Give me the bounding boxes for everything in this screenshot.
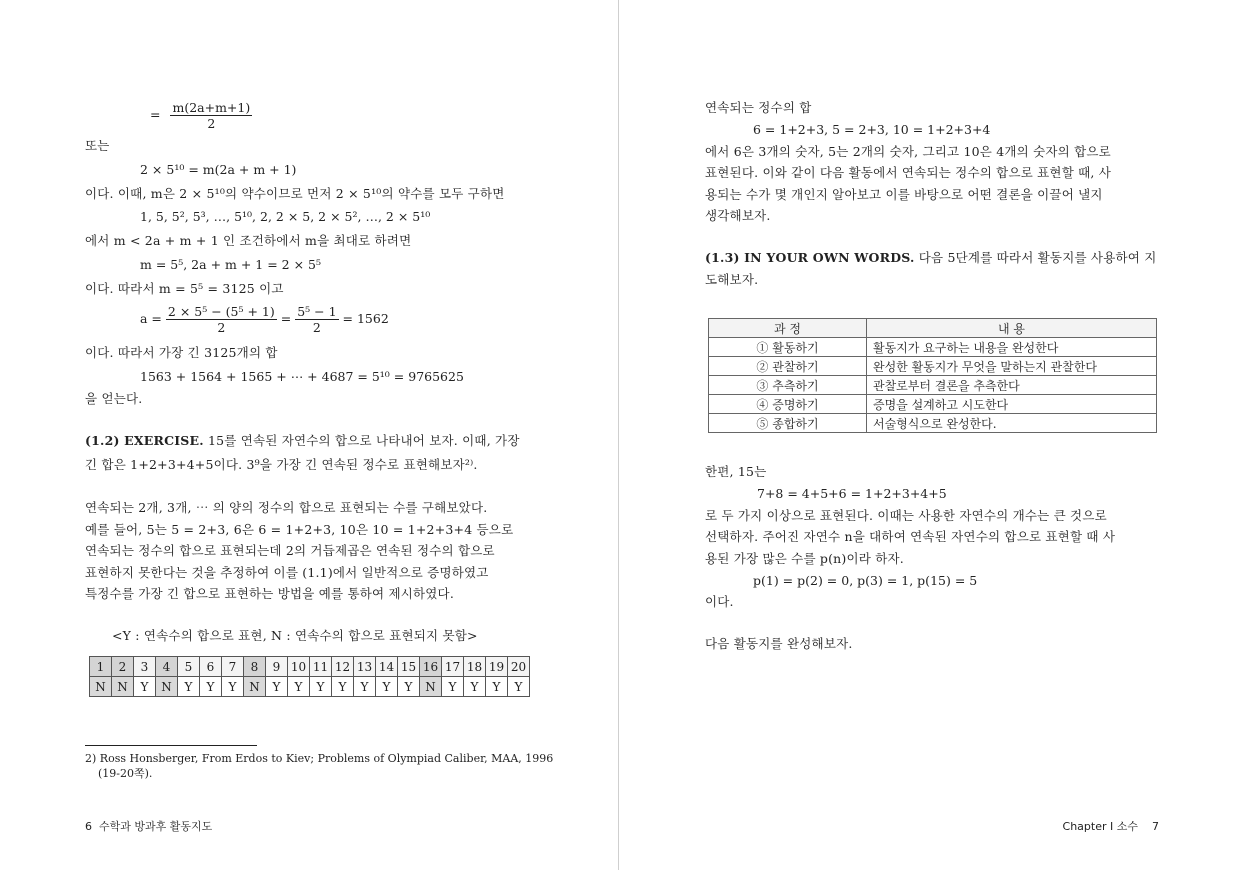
yn-value-cell: Y <box>464 677 486 697</box>
right-equation-3: p(1) = p(2) = 0, p(3) = 1, p(15) = 5 <box>753 573 978 588</box>
iyow-text-1: 다음 5단계를 따라서 활동지를 사용하여 지 <box>914 250 1157 265</box>
right-para1-line1: 에서 6은 3개의 숫자, 5는 2개의 숫자, 그리고 10은 4개의 숫자의 합으로 <box>705 144 1111 159</box>
right-running-title: Chapter Ⅰ 소수 <box>1062 820 1138 833</box>
process-header-step: 과 정 <box>709 319 867 338</box>
process-row <box>709 357 1157 376</box>
fraction-b <box>295 304 338 335</box>
yn-value-cell: N <box>420 677 442 697</box>
right-para1-line2: 표현된다. 이와 같이 다음 활동에서 연속되는 정수의 합으로 표현할 때, 사 <box>705 165 1112 180</box>
yn-number-cell: 1 <box>90 657 112 677</box>
yn-value-cell: Y <box>508 677 530 697</box>
process-step: ⑤ 종합하기 <box>709 414 867 433</box>
yn-table <box>89 656 530 697</box>
left-folio <box>85 818 212 834</box>
yn-number-cell: 10 <box>288 657 310 677</box>
left-page-number: 6 <box>85 820 92 833</box>
body-line-2: 예를 들어, 5는 5 = 2+3, 6은 6 = 1+2+3, 10은 10 = 1+2+3+4 등으로 <box>85 522 514 537</box>
yn-number-cell: 11 <box>310 657 332 677</box>
equation-2: 2 × 5¹⁰ = m(2a + m + 1) <box>140 162 297 177</box>
yn-row-numbers <box>90 657 530 677</box>
process-desc: 관찰로부터 결론을 추측한다 <box>867 376 1157 395</box>
paragraph-4: 이다. 따라서 가장 긴 3125개의 합 <box>85 345 278 360</box>
yn-value-cell: Y <box>266 677 288 697</box>
process-desc: 서술형식으로 완성한다. <box>867 414 1157 433</box>
denominator: 2 <box>207 116 216 131</box>
footnote-line-1: 2) Ross Honsberger, From Erdos to Kiev; Problems of Olympiad Caliber, MAA, 1996 <box>85 752 554 765</box>
process-table <box>708 318 1157 433</box>
yn-value-cell: Y <box>310 677 332 697</box>
process-header-content: 내 용 <box>867 319 1157 338</box>
text-or: 또는 <box>85 138 110 153</box>
left-running-title: 수학과 방과후 활동지도 <box>99 820 213 833</box>
process-row <box>709 376 1157 395</box>
process-row <box>709 395 1157 414</box>
body-line-5: 특정수를 가장 긴 합으로 표현하는 방법을 예를 통하여 제시하였다. <box>85 586 454 601</box>
iyow-line-1 <box>705 250 1156 266</box>
yn-number-cell: 8 <box>244 657 266 677</box>
process-step: ① 활동하기 <box>709 338 867 357</box>
body-line-1: 연속되는 2개, 3개, ⋯ 의 양의 정수의 합으로 표현되는 수를 구해보았다. <box>85 500 488 515</box>
yn-value-cell: Y <box>354 677 376 697</box>
yn-number-cell: 19 <box>486 657 508 677</box>
yn-value-cell: N <box>90 677 112 697</box>
eq4-result: = 1562 <box>342 311 389 326</box>
yn-value-cell: Y <box>178 677 200 697</box>
yn-value-cell: Y <box>200 677 222 697</box>
yn-value-cell: Y <box>398 677 420 697</box>
process-step: ② 관찰하기 <box>709 357 867 376</box>
paragraph-2: 에서 m < 2a + m + 1 인 조건하에서 m을 최대로 하려면 <box>85 233 412 248</box>
equation-fraction-1 <box>150 100 252 131</box>
process-row <box>709 338 1157 357</box>
exercise-title: (1.2) EXERCISE. <box>85 433 204 448</box>
process-header-row <box>709 319 1157 338</box>
paragraph-1: 이다. 이때, m은 2 × 5¹⁰의 약수이므로 먼저 2 × 5¹⁰의 약수를 모두 구하면 <box>85 186 505 201</box>
right-para2-line3: 용된 가장 많은 수를 p(n)이라 하자. <box>705 551 904 566</box>
left-page <box>0 0 618 870</box>
closing-line: 다음 활동지를 완성해보자. <box>705 636 853 651</box>
equation-4 <box>140 304 389 335</box>
yn-value-cell: N <box>156 677 178 697</box>
right-folio <box>1063 818 1159 834</box>
yn-value-cell: N <box>244 677 266 697</box>
yn-number-cell: 6 <box>200 657 222 677</box>
exercise-text-1: 15를 연속된 자연수의 합으로 나타내어 보자. 이때, 가장 <box>203 433 520 448</box>
equation-5: 1563 + 1564 + 1565 + ⋯ + 4687 = 5¹⁰ = 9765625 <box>140 369 464 384</box>
divisor-list: 1, 5, 5², 5³, …, 5¹⁰, 2, 2 × 5, 2 × 5², …, 2 × 5¹⁰ <box>140 209 431 224</box>
right-para3: 이다. <box>705 594 734 609</box>
para2-intro: 한편, 15는 <box>705 464 767 479</box>
paragraph-5: 을 얻는다. <box>85 391 143 406</box>
yn-number-cell: 15 <box>398 657 420 677</box>
yn-number-cell: 18 <box>464 657 486 677</box>
yn-value-cell: Y <box>222 677 244 697</box>
yn-value-cell: Y <box>332 677 354 697</box>
numerator-b: 5⁵ − 1 <box>297 304 337 319</box>
yn-number-cell: 5 <box>178 657 200 677</box>
yn-number-cell: 13 <box>354 657 376 677</box>
right-equation-1: 6 = 1+2+3, 5 = 2+3, 10 = 1+2+3+4 <box>753 122 991 137</box>
fraction <box>170 100 252 131</box>
yn-number-cell: 4 <box>156 657 178 677</box>
process-row <box>709 414 1157 433</box>
process-step: ④ 증명하기 <box>709 395 867 414</box>
yn-value-cell: N <box>112 677 134 697</box>
yn-number-cell: 20 <box>508 657 530 677</box>
iyow-title: (1.3) IN YOUR OWN WORDS. <box>705 250 915 265</box>
right-para2-line2: 선택하자. 주어진 자연수 n을 대하여 연속된 자연수의 합으로 표현할 때 사 <box>705 529 1116 544</box>
footnote-line-2: (19-20쪽). <box>98 767 153 780</box>
yn-number-cell: 16 <box>420 657 442 677</box>
yn-value-cell: Y <box>486 677 508 697</box>
right-para1-line3: 용되는 수가 몇 개인지 알아보고 이를 바탕으로 어떤 결론을 이끌어 낼지 <box>705 187 1103 202</box>
fraction-a <box>166 304 277 335</box>
body-line-4: 표현하지 못한다는 것을 추정하여 이를 (1.1)에서 일반적으로 증명하였고 <box>85 565 489 580</box>
process-desc: 완성한 활동지가 무엇을 말하는지 관찰한다 <box>867 357 1157 376</box>
numerator: m(2a+m+1) <box>172 100 251 115</box>
exercise-line-1 <box>85 433 520 449</box>
yn-value-cell: Y <box>288 677 310 697</box>
eq4-lhs: a = <box>140 311 162 326</box>
equation-3: m = 5⁵, 2a + m + 1 = 2 × 5⁵ <box>140 257 321 272</box>
yn-number-cell: 7 <box>222 657 244 677</box>
eq4-equals: = <box>280 311 292 326</box>
yn-value-cell: Y <box>442 677 464 697</box>
denominator-a: 2 <box>217 320 226 335</box>
yn-number-cell: 9 <box>266 657 288 677</box>
yn-number-cell: 2 <box>112 657 134 677</box>
yn-row-values <box>90 677 530 697</box>
yn-value-cell: Y <box>134 677 156 697</box>
yn-number-cell: 17 <box>442 657 464 677</box>
table-caption: <Y : 연속수의 합으로 표현, N : 연속수의 합으로 표현되지 못함> <box>112 628 478 643</box>
yn-number-cell: 3 <box>134 657 156 677</box>
intro-line: 연속되는 정수의 합 <box>705 100 812 115</box>
right-page <box>619 0 1237 870</box>
numerator-a: 2 × 5⁵ − (5⁵ + 1) <box>167 304 275 319</box>
right-equation-2: 7+8 = 4+5+6 = 1+2+3+4+5 <box>757 486 947 501</box>
yn-value-cell: Y <box>376 677 398 697</box>
iyow-line-2: 도해보자. <box>705 272 759 287</box>
body-line-3: 연속되는 정수의 합으로 표현되는데 2의 거듭제곱은 연속된 정수의 합으로 <box>85 543 495 558</box>
yn-number-cell: 12 <box>332 657 354 677</box>
process-step: ③ 추측하기 <box>709 376 867 395</box>
right-page-number: 7 <box>1152 820 1159 833</box>
footnote-rule <box>85 745 257 746</box>
process-desc: 증명을 설계하고 시도한다 <box>867 395 1157 414</box>
process-desc: 활동지가 요구하는 내용을 완성한다 <box>867 338 1157 357</box>
right-para2-line1: 로 두 가지 이상으로 표현된다. 이때는 사용한 자연수의 개수는 큰 것으로 <box>705 508 1107 523</box>
exercise-line-2: 긴 합은 1+2+3+4+5이다. 3⁹을 가장 긴 연속된 정수로 표현해보자²⁾. <box>85 457 478 472</box>
yn-number-cell: 14 <box>376 657 398 677</box>
denominator-b: 2 <box>312 320 321 335</box>
paragraph-3: 이다. 따라서 m = 5⁵ = 3125 이고 <box>85 281 284 296</box>
right-para1-line4: 생각해보자. <box>705 208 771 223</box>
equals-sign: = <box>150 107 161 122</box>
